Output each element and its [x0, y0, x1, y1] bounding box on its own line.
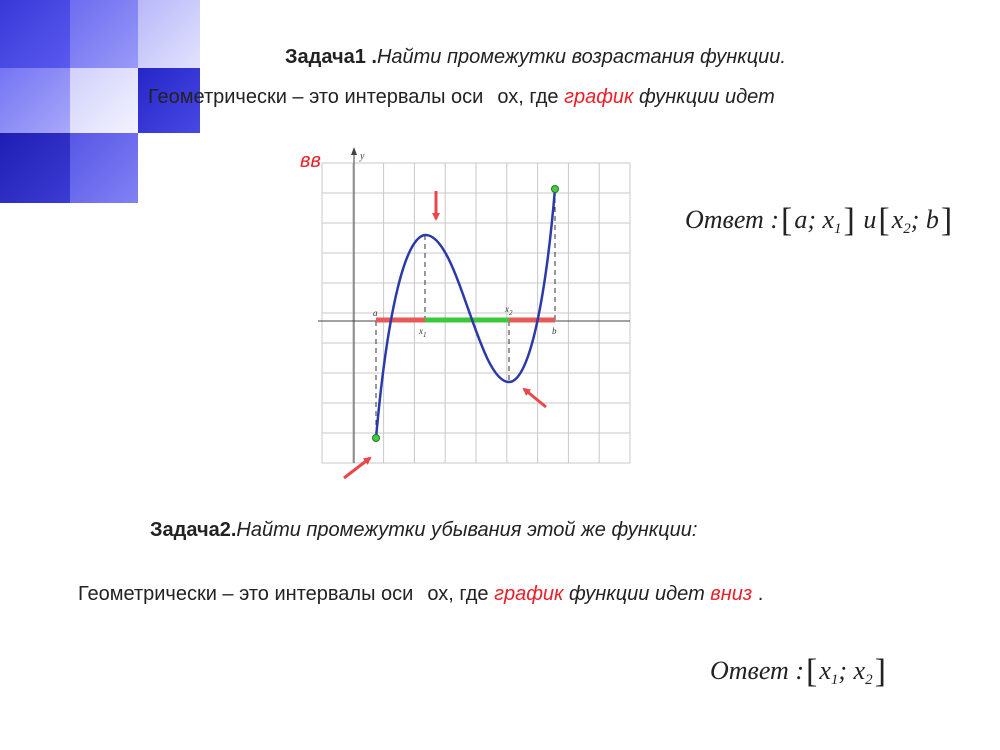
task1-title-italic: Найти промежутки возрастания функции. [376, 46, 786, 68]
endpoint-a [373, 435, 380, 442]
answer2-x1-sub: 1 [830, 672, 839, 688]
task1-line-post: функции идет [639, 86, 775, 108]
task2-line-pre: Геометрически – это интервалы оси [78, 583, 414, 605]
answer2-x2-sub: 2 [865, 672, 873, 688]
task2-line-end: . [757, 583, 764, 605]
answer2-x1: x [819, 656, 831, 685]
task1-description [148, 86, 775, 109]
answer2-x2: x [853, 656, 866, 685]
decor-tile [70, 133, 138, 203]
decor-tile [138, 0, 200, 68]
task2-description [78, 583, 763, 606]
label-x1: $x_1$ [419, 326, 427, 339]
task2-line-mid: функции идет [569, 583, 705, 605]
answer1-a: a [794, 205, 808, 234]
answer1-x1: x [822, 205, 835, 234]
decor-tile [0, 68, 70, 133]
answer1-x2-sub: 2 [903, 221, 911, 237]
label-a: a [373, 308, 378, 318]
answer1-prefix: Ответ : [685, 205, 779, 234]
answer1: Ответ :[a; $x_1$] $u[x_2$; b] [685, 202, 953, 239]
decor-tile [70, 0, 138, 68]
decor-tile [0, 0, 70, 68]
answer2: Ответ $:[x_1$; $x_2$] [710, 653, 886, 690]
label-b: b [552, 326, 557, 336]
task1-line-red: график [564, 86, 634, 108]
task2-title [150, 519, 697, 542]
answer1-b: b [925, 205, 939, 234]
task1-cut-word: вв [300, 150, 321, 172]
task2-title-italic: Найти промежутки убывания этой же функции: [236, 519, 698, 541]
task1-line-pre: Геометрически – это интервалы оси [148, 86, 484, 108]
task1-title-bold: Задача1 . [285, 46, 377, 68]
task2-line-red2: вниз [710, 583, 753, 605]
arrow-min [524, 389, 546, 407]
y-axis-arrow [351, 147, 357, 155]
decor-tile [0, 133, 70, 203]
task2-title-bold: Задача2. [150, 519, 237, 541]
task2-line-red1: график [494, 583, 564, 605]
label-x2: $x_2$ [505, 304, 513, 317]
answer1-u: u [863, 205, 877, 234]
function-graph [318, 145, 630, 485]
grid [322, 163, 630, 463]
task2-line-axis: ох, где [427, 583, 489, 605]
answer1-x1-sub: 1 [834, 221, 842, 237]
task1-line-axis: ох, где [497, 86, 559, 108]
answer1-x2: x [891, 205, 904, 234]
decor-tile [70, 68, 138, 133]
arrow-start [344, 458, 370, 478]
task1-title [285, 46, 786, 69]
y-axis-label: y [360, 151, 365, 162]
answer2-prefix: Ответ : [710, 656, 804, 685]
endpoint-b [552, 186, 559, 193]
